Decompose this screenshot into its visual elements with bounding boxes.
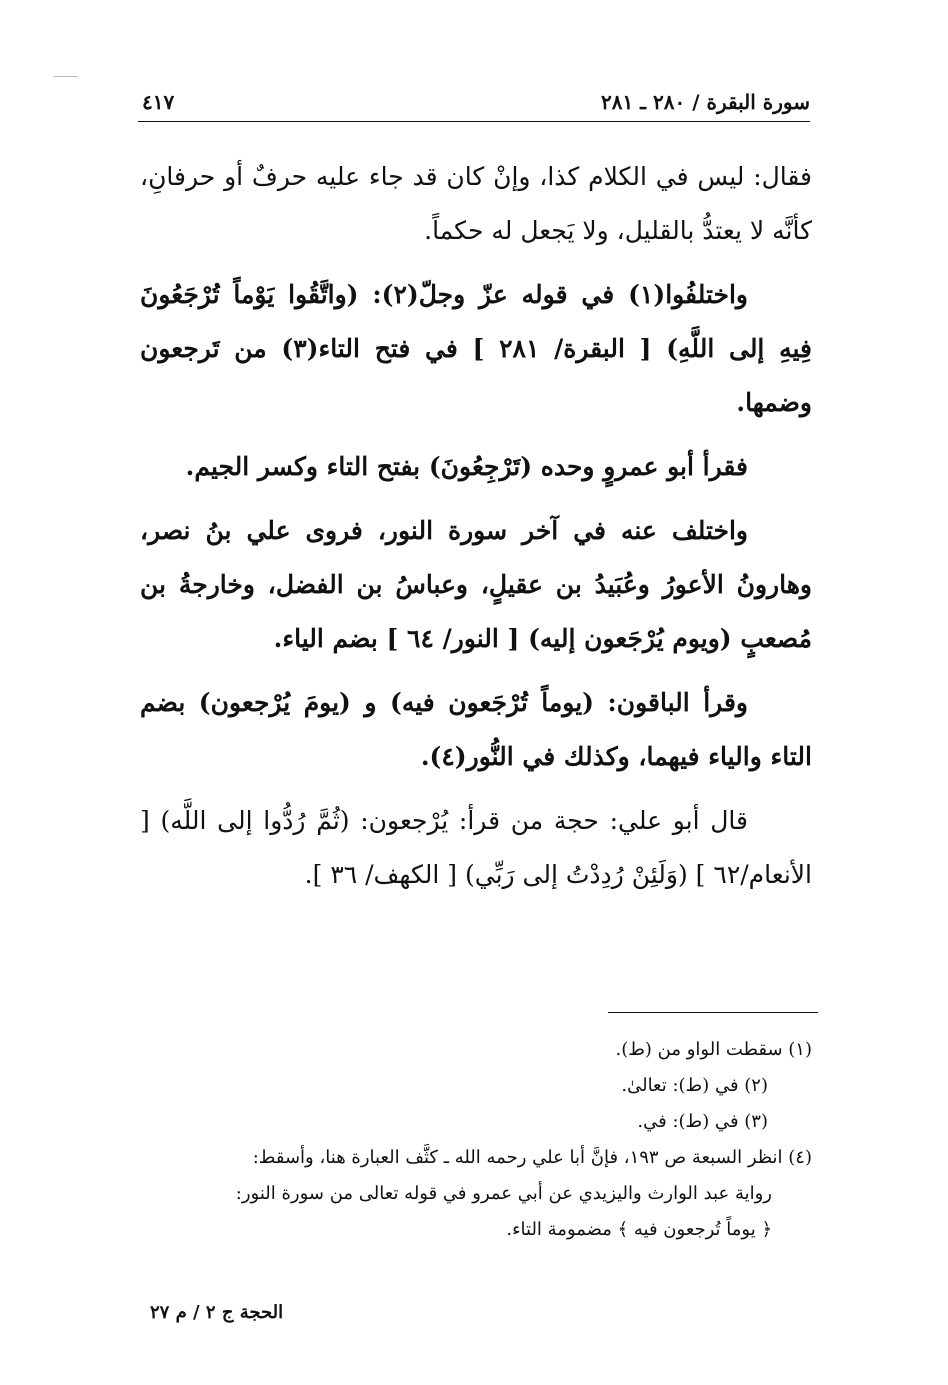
footnotes bbox=[140, 1032, 812, 1248]
paragraph: فقال: ليس في الكلام كذا، وإنْ كان قد جاء عليه حرفٌ أو حرفانِ، كأنَّه لا يعتدُّ بالقليل، ولا يَجعل له حكماً. bbox=[140, 162, 812, 245]
paragraph: قال أبو علي: حجة من قرأ: يُرْجعون: (ثُمَّ رُدُّوا إلى اللَّه) [ الأنعام/٦٢ ] (وَلَئِنْ رُدِدْتُ إلى رَبِّي) [ الكهف/ ٣٦ ]. bbox=[140, 806, 812, 889]
scan-mark bbox=[54, 76, 78, 77]
footnote: (١) سقطت الواو من (ط). bbox=[615, 1039, 812, 1060]
paragraph: واختلفُوا(١) في قوله عزّ وجلّ(٢): (واتَّقُوا يَوْماً تُرْجَعُونَ فِيهِ إلى اللَّهِ) [ البقرة/ ٢٨١ ] في فتح التاء(٣) من تَرجعون وضمها. bbox=[140, 280, 812, 417]
volume-signature: الحجة ج ٢ / م ٢٧ bbox=[150, 1302, 284, 1323]
footnote: (٤) انظر السبعة ص ١٩٣، فإنَّ أبا علي رحمه الله ـ كثَّف العبارة هنا، وأسقط: bbox=[252, 1147, 812, 1168]
paragraph: واختلف عنه في آخر سورة النور، فروى علي بنُ نصر، وهارونُ الأعورُ وعُبَيدُ بن عقيلٍ، وعباسُ بن الفضل، وخارجةُ بن مُصعبٍ (ويوم يُرْجَعون إليه) [ النور/ ٦٤ ] بضم الياء. bbox=[140, 516, 812, 653]
footnote: (٢) في (ط): تعالىٰ. bbox=[621, 1075, 768, 1096]
footnote-continuation: ﴿ يوماً تُرجعون فيه ﴾ مضمومة التاء. bbox=[506, 1219, 772, 1240]
paragraph: وقرأ الباقون: (يوماً تُرْجَعون فيه) و (يومَ يُرْجعون) بضم التاء والياء فيهما، وكذلك في النُّور(٤). bbox=[140, 688, 812, 771]
header-title: سورة البقرة / ٢٨٠ ـ ٢٨١ bbox=[600, 90, 810, 114]
footnote-rule bbox=[608, 1012, 818, 1013]
footnote: (٣) في (ط): في. bbox=[637, 1111, 768, 1132]
paragraph: فقرأ أبو عمروٍ وحده (تَرْجِعُونَ) بفتح التاء وكسر الجيم. bbox=[185, 452, 748, 481]
footnote-continuation: رواية عبد الوارث واليزيدي عن أبي عمرو في قوله تعالى من سورة النور: bbox=[235, 1183, 772, 1204]
running-header bbox=[138, 86, 810, 120]
main-text bbox=[140, 150, 812, 912]
header-rule bbox=[138, 121, 810, 122]
page-number: ٤١٧ bbox=[142, 90, 175, 114]
